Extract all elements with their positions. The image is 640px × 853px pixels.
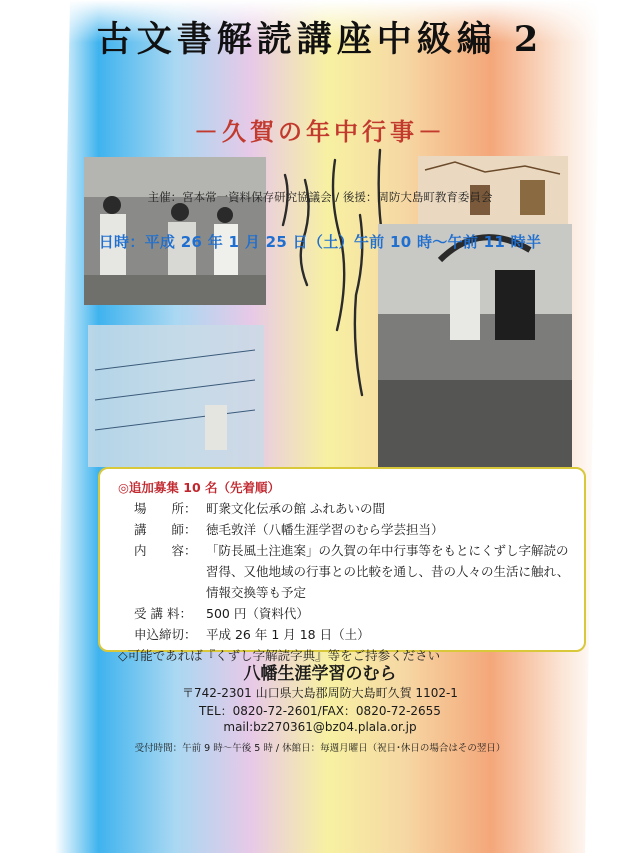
detail-row-lecturer [118, 519, 570, 540]
detail-value: 「防長風土注進案」の久賀の年中行事等をもとにくずし字解読の習得、又他地域の行事との比較を通し、昔の人々の生活に触れ、情報交換等も予定 [206, 543, 570, 600]
details-box [98, 467, 586, 663]
reception-hours: 受付時間：午前 9 時～午後 5 時 / 休館日：毎週月曜日（祝日･休日の場合はその翌日） [134, 743, 506, 754]
bring-notice: ◇可能であれば『くずし字解読字典』等をご持参ください [118, 648, 441, 663]
detail-row-content [118, 540, 570, 603]
detail-value: 平成 26 年 1 月 18 日（土） [206, 627, 370, 642]
organization-tel-fax: TEL：0820-72-2601/FAX：0820-72-2655 [199, 704, 441, 718]
detail-row-deadline [118, 624, 570, 645]
organization-address: 〒742-2301 山口県大島郡周防大島町久賀 1102-1 [182, 686, 458, 700]
event-datetime: 日時：平成 26 年 1 月 25 日（土）午前 10 時～午前 11 時半 [98, 233, 542, 251]
detail-row-place [118, 498, 570, 519]
recruit-notice: ◎追加募集 10 名（先着順） [118, 480, 281, 495]
detail-label: 場 所： [134, 501, 197, 516]
festival-photo [378, 224, 572, 468]
detail-row-fee [118, 603, 570, 624]
sponsors-line: 主催：宮本常一資料保存研究協議会 / 後援：周防大島町教育委員会 [147, 190, 493, 204]
organization-mail[interactable]: mail:bz270361@bz04.plala.or.jp [223, 720, 417, 734]
page-subtitle: －久賀の年中行事－ [194, 117, 446, 146]
detail-label: 講 師： [134, 522, 197, 537]
detail-value: 町衆文化伝承の館 ふれあいの間 [206, 501, 385, 516]
doll-display-photo [88, 325, 264, 467]
detail-value: 500 円（資料代） [206, 606, 309, 621]
detail-value: 徳毛敦洋（八幡生涯学習のむら学芸担当） [206, 522, 444, 537]
organization-name: 八幡生涯学習のむら [243, 664, 397, 684]
page-title: 古文書解読講座中級編 2 [96, 19, 544, 60]
calligraphy-document [283, 150, 384, 395]
detail-label: 申込締切： [134, 627, 197, 642]
detail-label: 受 講 料： [134, 606, 192, 621]
detail-label: 内 容： [134, 543, 197, 558]
